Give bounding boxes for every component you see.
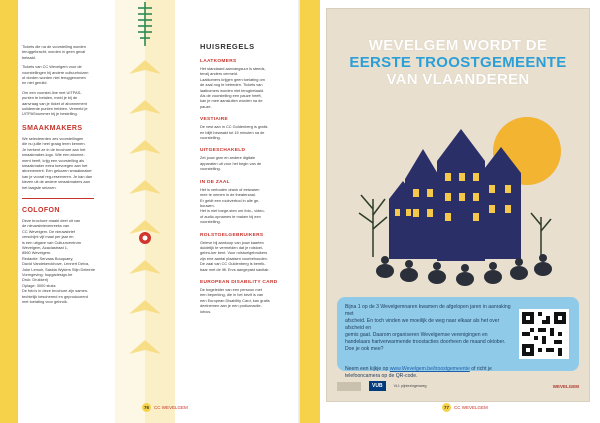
yellow-edge-band: [0, 0, 18, 423]
smaakmakers-text: We selecteerden zes voorstellingen die nu jullie heel graag leren kennen. Je herkent ze in de brochure aan het smaakmaker-logo. Wie een abonne- ment heeft, krijg een voorstelling als smaakmaker extra toevoegen aan het abonnement. Een gekozen smaakmaker kan je vooraf reg-reserveren. Je kan dan kiezen uit de andere smaakmakers aan het laagste seizoen.: [22, 135, 93, 190]
smaakmakers-heading: SMAAKMAKERS: [22, 124, 83, 132]
yellow-edge-band-right: [300, 0, 320, 423]
rule-heading-switched-off: UITGESCHAKELD: [200, 148, 246, 154]
rule-text-in-hall: Het is verboden drank of eetwaren mee te nemen in de theaterzaal. Er geldt een rookverbod in alle ge- bouwen. Het is niet toege-sten om foto-, video- of audio-opnames te maken bij een voorstelling.: [200, 186, 265, 225]
rule-text-disability-card: De begeleider van een persoon met een beperking, die in het bezit is van een European Disability Card, kan gratis deelnemen aan je een podiumactie- lotvus.: [200, 286, 270, 314]
info-box: [337, 297, 579, 379]
rule-heading-in-hall: IN DE ZAAL: [200, 179, 230, 185]
colofon-text: Deze brochure maakt deel uit van de nieuwsbrievenreeks van CC Wevelgem. De nieuwsbrief verschijnt vijf maal per jaar en is een uitgave van Cultuurcentrum Wevelgem, Acaciastraat 1, 8560 Wevelgem. Redactie: Servaas Bouquaey, David Vandekerckhove, Lennert Delva, Joke Lemoir, Saskia Wykers Stijn Deleerie Vormgeving: hupgadesign.be Druk: Drukkerij Oplage: 3000 stuks De foto's in deze brochure zijn samen- techtelijk beschermd en geproduceerd met toelating voor gebruik.: [22, 217, 96, 305]
right-page: [300, 0, 600, 423]
troostgemeente-link[interactable]: www.Wevelgem.be/troostgemeente: [389, 366, 470, 372]
house-rules-title: HUISREGELS: [200, 42, 255, 51]
page-footer-right: [442, 403, 488, 412]
intro-paragraph-2: Tickets van CC Wevelgem voor de voorstellingen bij andere cultuurhuizen of dorden worden niet teruggenomen en niet geruild.: [22, 64, 89, 86]
rule-text-latecomers: Het standaard aanvangsuur is steeds, tenzij anders vermeld. Laatkomers krijgen geen toelating om de zaal nog te betreden. Tickets van laatkomers worden niet terugbetaald. Als de voorstelling een pauze heeft, kan je mee aansluiten worden na de pauze.: [200, 66, 266, 109]
page-number-right: 77: [443, 405, 449, 410]
footer-label-left: CC WEVELGEM: [154, 405, 188, 410]
info-text-before-link: Neem een kijkje op: [345, 366, 390, 372]
intro-paragraph-3: Om een voorstel-line met UITPAS- punten te betalen, meld je bij de aanvraag van je ticket of abonnement solideerde punten hebben. Vermeld je UITPASnummer bij je bestelling.: [22, 89, 88, 117]
rule-heading-cloakroom: VESTIAIRE: [200, 117, 229, 123]
partner-logo-text: VLI: pijnlezingenweg: [393, 384, 427, 388]
house-rules-column: [200, 42, 292, 318]
poster-title-line-1: WEVELGEM WORDT DE: [368, 37, 548, 54]
left-column: [22, 44, 108, 308]
page-footer-left: [142, 403, 188, 412]
houses-group: [389, 129, 521, 261]
houses-illustration: [345, 89, 571, 289]
colofon-heading: COLOFON: [22, 206, 60, 214]
intro-paragraph-1: Tickets die na de voorstelling worden teruggebracht, worden in geen geval betaald.: [22, 44, 86, 60]
arrow-strip-illustration: [115, 0, 175, 423]
rule-heading-disability-card: EUROPEAN DISABILITY CARD: [200, 279, 278, 285]
poster-title-line-2: EERSTE TROOSTGEMEENTE: [349, 54, 567, 71]
poster-title: [327, 37, 589, 88]
rule-heading-latecomers: LAATKOMERS: [200, 59, 237, 64]
info-text: [345, 304, 515, 386]
troostgemeente-poster: [326, 8, 590, 402]
info-paragraph-1: Bijna 1 op de 3 Wevelgemnaren kwamen de afgelopen jaren in aanraking met afscheid. En toch vinden we moeilijk de weg naar elkaar als het over afscheid en gemis gaat. Daarom organiseren Wevelgemse verenigingen en handelaars hartverwarmende troostacties doorheen de maand oktober. Doe je ook mee?: [345, 304, 511, 352]
rule-text-wheelchair: Geleve bij aankoop van jouw kaarten duidelijk te vermelden dat je rolstoel- gebru-ker bent. Voor rolstoelgebruikers zijn ene aantal plaatsen voorbehouden. De zaal van CC Guldenberg is bereik- baar met de lift. Ervs aangepast sanitair.: [200, 239, 270, 272]
rule-text-switched-off: Zet jouw gsm en andere digitale apparaten uit voor het begin van de voorstelling.: [200, 155, 262, 172]
footer-label-right: CC WEVELGEM: [454, 405, 488, 410]
rule-heading-wheelchair: ROLSTOELGEBRUIKERS: [200, 232, 264, 238]
wevelgem-logo: WEVELGEM: [552, 383, 579, 389]
rule-text-cloakroom: De vest aan in CC Guldenberg is gratis en blijft bewaakt tot 15 minuten na de voorstelling.: [200, 124, 268, 141]
decorative-arrow-strip: [115, 0, 175, 423]
qr-code[interactable]: [519, 309, 569, 359]
qr-code-icon: [522, 312, 566, 356]
poster-title-line-3: VAN VLAANDEREN: [386, 71, 530, 88]
partner-logo-1: [337, 382, 361, 391]
section-divider: [22, 198, 94, 199]
vub-logo: VUB: [369, 381, 386, 391]
page-number-left: 76: [143, 405, 149, 410]
info-text-after-link: of richt je telefooncamera op de QR-code.: [345, 366, 492, 379]
sponsor-logos: [337, 377, 579, 395]
